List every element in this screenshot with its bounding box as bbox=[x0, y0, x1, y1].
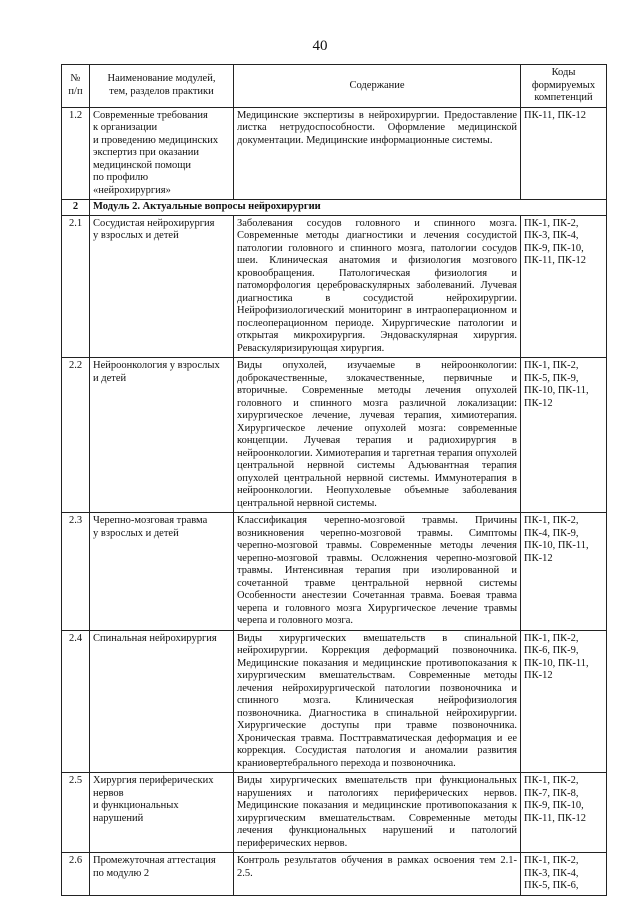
row-codes: ПК-1, ПК-2, ПК-4, ПК-9, ПК-10, ПК-11, ПК-12 bbox=[521, 513, 607, 631]
table-row bbox=[62, 513, 607, 631]
row-content: Классификация черепно-мозговой травмы. Причины возникновения черепно-мозговой травмы. Симптомы черепно-мозговой травмы. Современные методы лечения черепно-мозговой травмы. Осложнения черепно-мозговой травмы. Интенсивная терапия при изолированной и сочетанной травме центральной нервной системы Особенности анестезии Сочетанная травма. Боевая травма черепа и головного мозга Хирургическое лечение травмы черепа и головного мозга. bbox=[234, 513, 521, 631]
table-header-row bbox=[62, 65, 607, 108]
row-codes: ПК-1, ПК-2, ПК-3, ПК-4, ПК-5, ПК-6, bbox=[521, 853, 607, 896]
row-content: Виды хирургических вмешательств при функциональных нарушениях и патологиях периферических нервов. Медицинские показания и медицинские противопоказания к хирургическим вмешательствам. Современные методы лечения функциональных нарушений и патологий периферических нервов. bbox=[234, 773, 521, 853]
row-num: 2.5 bbox=[62, 773, 90, 853]
module-row bbox=[62, 200, 607, 216]
module-num: 2 bbox=[62, 200, 90, 216]
row-content: Контроль результатов обучения в рамках освоения тем 2.1-2.5. bbox=[234, 853, 521, 896]
row-codes: ПК-1, ПК-2, ПК-7, ПК-8, ПК-9, ПК-10, ПК-11, ПК-12 bbox=[521, 773, 607, 853]
row-codes: ПК-1, ПК-2, ПК-6, ПК-9, ПК-10, ПК-11, ПК-12 bbox=[521, 630, 607, 773]
row-name: Хирургия периферических нервов и функциональных нарушений bbox=[90, 773, 234, 853]
header-codes: Коды формируемых компетенций bbox=[521, 65, 607, 108]
row-num: 2.4 bbox=[62, 630, 90, 773]
row-num: 2.3 bbox=[62, 513, 90, 631]
row-name: Черепно-мозговая травма у взрослых и детей bbox=[90, 513, 234, 631]
table-body bbox=[62, 107, 607, 895]
row-content: Заболевания сосудов головного и спинного мозга. Современные методы диагностики и лечения сосудистой патологии головного и спинного мозга, патологии сосудов шеи. Клиническая анатомия и физиология мозгового кровообращения. Патологическая физиология и патоморфология цереброваскулярных заболеваний. Лучевая диагностика в сосудистой нейрохирургии. Нейрофизиологический мониторинг в интраоперационном и послеоперационном периоде. Хирургические патологии и открытая микрохирургия. Эндоваскулярная хирургия. Реваскуляризирующая хирургия. bbox=[234, 215, 521, 358]
row-name: Нейроонкология у взрослых и детей bbox=[90, 358, 234, 513]
header-num: № п/п bbox=[62, 65, 90, 108]
row-codes: ПК-1, ПК-2, ПК-5, ПК-9, ПК-10, ПК-11, ПК-12 bbox=[521, 358, 607, 513]
table-row bbox=[62, 630, 607, 773]
table-row bbox=[62, 853, 607, 896]
row-codes: ПК-1, ПК-2, ПК-3, ПК-4, ПК-9, ПК-10, ПК-11, ПК-12 bbox=[521, 215, 607, 358]
table-row bbox=[62, 107, 607, 200]
row-content: Виды опухолей, изучаемые в нейроонкологии: доброкачественные, злокачественные, первичные и вторичные. Современные методы лечения опухолей головного и спинного мозга различной локализации: хирургическое лечение, лучевая терапия, химиотерапия. Хирургическое лечение опухолей мозга: современные концепции. Лучевая терапия и радиохирургия в нейроонкологии. Химиотерапия и таргетная терапия опухолей центральной нервной системы Адъювантная терапия опухолей центральной нервной системы. Иммунотерапия в нейроонкологии. Неопухолевые объемные заболевания центральной нервной системы. bbox=[234, 358, 521, 513]
row-name: Сосудистая нейрохирургия у взрослых и детей bbox=[90, 215, 234, 358]
curriculum-table bbox=[61, 64, 607, 896]
table-row bbox=[62, 773, 607, 853]
row-content: Виды хирургических вмешательств в спинальной нейрохирургии. Коррекция деформаций позвоночника. Медицинские показания и медицинские противопоказания к хирургическим вмешательствам. Современные методы лечения нейрохирургической патологии позвоночника и спинного мозга. Клиническая нейрофизиология позвоночника. Диагностика в спинальной нейрохирургии. Хирургические доступы при травме позвоночника. Хроническая травма. Посттравматическая деформация и ее коррекция. Сосудистая патология и аномалии развития краниовертебрального перехода и позвоночника. bbox=[234, 630, 521, 773]
row-num: 2.6 bbox=[62, 853, 90, 896]
row-num: 2.2 bbox=[62, 358, 90, 513]
page-number: 40 bbox=[312, 38, 328, 54]
module-title: Модуль 2. Актуальные вопросы нейрохирургии bbox=[90, 200, 607, 216]
row-num: 1.2 bbox=[62, 107, 90, 200]
row-codes: ПК-11, ПК-12 bbox=[521, 107, 607, 200]
row-content: Медицинские экспертизы в нейрохирургии. Предоставление листка нетрудоспособности. Оформление медицинской документации. Медицинские информационные системы. bbox=[234, 107, 521, 200]
row-num: 2.1 bbox=[62, 215, 90, 358]
row-name: Спинальная нейрохирургия bbox=[90, 630, 234, 773]
header-name: Наименование модулей, тем, разделов практики bbox=[90, 65, 234, 108]
header-content: Содержание bbox=[234, 65, 521, 108]
table-row bbox=[62, 358, 607, 513]
row-name: Промежуточная аттестация по модулю 2 bbox=[90, 853, 234, 896]
row-name: Современные требования к организации и проведению медицинских экспертиз при оказании медицинской помощи по профилю «нейрохирургия» bbox=[90, 107, 234, 200]
table-row bbox=[62, 215, 607, 358]
